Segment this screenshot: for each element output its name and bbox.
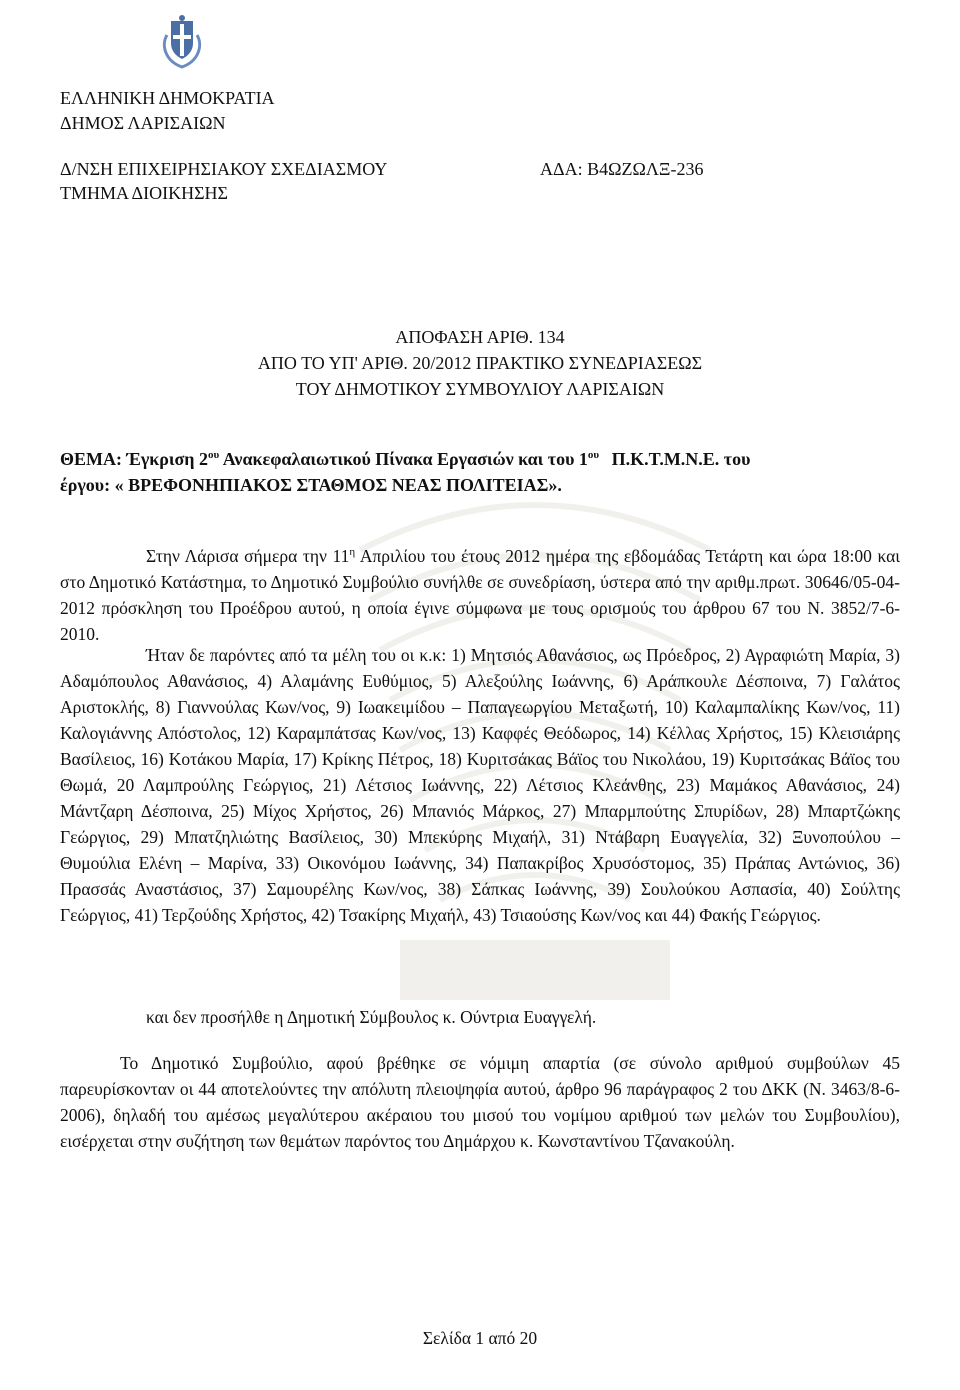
subject-line: ΘΕΜΑ: Έγκριση $2^{o\upsilon}$ Ανακεφαλαιωτικού Πίνακα Εργασιών και του $1^{o\upsilon}$ Π.Κ.Τ.Μ.Ν.Ε. του (60, 449, 751, 469)
greek-coat-of-arms-icon (159, 13, 205, 69)
ada-code: ΑΔΑ: Β4ΩΖΩΛΞ-236 (540, 159, 704, 179)
decision-number: ΑΠΟΦΑΣΗ ΑΡΙΘ. 134 (395, 327, 565, 347)
absent-member: και δεν προσήλθε η Δημοτική Σύμβουλος κ. Ούντρια Ευαγγελή. (146, 1007, 597, 1027)
directorate-name: Δ/ΝΣΗ ΕΠΙΧΕΙΡΗΣΙΑΚΟΥ ΣΧΕΔΙΑΣΜΟΥ (60, 159, 388, 179)
department-name: ΤΜΗΜΑ ΔΙΟΙΚΗΣΗΣ (60, 183, 229, 203)
members-paragraph: Ήταν δε παρόντες από τα μέλη του οι κ.κ: 1) Μητσιός Αθανάσιος, ως Πρόεδρος, 2) Αγραφιώτη Μαρία, 3) Αδαμόπουλος Αθανάσιος, 4) Αλαμάνης Ευθύμιος, 5) Αλεξούλης Ιωάννης, 6) Αράπκουλε Δέσποινα, 7) Γαλάτος Αριστοκλής, 8) Γιαννούλας Κων/νος, 9) Ιωακειμίδου – Παπαγεωργίου Μεταξωτή, 10) Καλαμπαλίκης Κων/νος, 11) Καλογιάννης Απόστολος, 12) Καραμπάτσας Κων/νος, 13) Καφφές Θεόδωρος, 14) Κέλλας Χρήστος, 15) Κλεισιάρης Βασίλειος, 16) Κοτάκου Μαρία, 17) Κρίκης Πέτρος, 18) Κυριτσάκας Βάϊος του Νικολάου, 19) Κυριτσάκας Βάϊος του Θωμά, 20 Λαμπρούλης Γεώργιος, 21) Λέτσιος Ιωάννης, 22) Λέτσιος Κλεάνθης, 23) Μαμάκος Αθανάσιος, 24) Μάντζαρη Δέσποινα, 25) Μίχος Χρήστος, 26) Μπανιός Μάρκος, 27) Μπαρμπούτης Σπυρίδων, 28) Μπαρτζώκης Γεώργιος, 29) Μπατζηλιώτης Βασίλειος, 30) Μπεκύρης Μιχαήλ, 31) Ντάβαρη Ευαγγελία, 32) Ξυνοπούλου – Θυμούλια Ελένη – Μαρίνα, 33) Οικονόμου Ιωάννης, 34) Παπακρίβος Χρυσόστομος, 35) Πράπας Αντώνιος, 36) Πρασσάς Αναστάσιος, 37) Σαμουρέλης Κων/νος, 38) Σάπκας Ιωάννης, 39) Σουλούκου Ασπασία, 40) Σούλτης Γεώργιος, 41) Τερζούδης Χρήστος, 42) Τσακίρης Μιχαήλ, 43) Τσιαούσης Κων/νος και 44) Φακής Γεώργιος. (60, 645, 900, 925)
intro-paragraph: Στην Λάρισα σήμερα την $11^\eta$ Απριλίου του έτους 2012 ημέρα της εβδομάδας Τετάρτη και ώρα 18:00 και στο Δημοτικό Κατάστημα, το Δημοτικό Συμβούλιο συνήλθε σε συνεδρίαση, ύστερα από την αριθμ.πρωτ. 30646/05-04-2012 πρόσκληση του Προέδρου αυτού, η οποία έγινε σύμφωνα με τους ορισμούς του άρθρου 67 του Ν. 3852/7-6-2010. (60, 546, 900, 644)
minutes-reference: ΑΠΟ ΤΟ ΥΠ' ΑΡΙΘ. 20/2012 ΠΡΑΚΤΙΚΟ ΣΥΝΕΔΡΙΑΣΕΩΣ (257, 353, 703, 373)
quorum-paragraph: Το Δημοτικό Συμβούλιο, αφού βρέθηκε σε νόμιμη απαρτία (σε σύνολο αριθμού συμβούλων 45 παρευρίσκονταν οι 44 αποτελούντες την απόλυτη πλειοψηφία αυτού, άρθρο 96 παράγραφος 2 του ΔΚΚ (Ν. 3463/8-6-2006), δηλαδή του αμέσως μεγαλύτερου ακέραιου του μισού του νομίμου αριθμού των μελών του Συμβουλίου), εισέρχεται στην συζήτηση των θεμάτων παρόντος του Δημάρχου κ. Κωνσταντίνου Τζανακούλη. (60, 1053, 900, 1151)
council-name: ΤΟΥ ΔΗΜΟΤΙΚΟΥ ΣΥΜΒΟΥΛΙΟΥ ΛΑΡΙΣΑΙΩΝ (295, 379, 665, 399)
subject-project: έργου: « ΒΡΕΦΟΝΗΠΙΑΚΟΣ ΣΤΑΘΜΟΣ ΝΕΑΣ ΠΟΛΙΤΕΙΑΣ». (60, 475, 562, 495)
municipality-name: ΔΗΜΟΣ ΛΑΡΙΣΑΙΩΝ (60, 113, 226, 133)
country-name: ΕΛΛΗΝΙΚΗ ΔΗΜΟΚΡΑΤΙΑ (60, 88, 275, 108)
subject-label: ΘΕΜΑ: (60, 449, 122, 469)
page-number: Σελίδα 1 από 20 (422, 1328, 538, 1348)
